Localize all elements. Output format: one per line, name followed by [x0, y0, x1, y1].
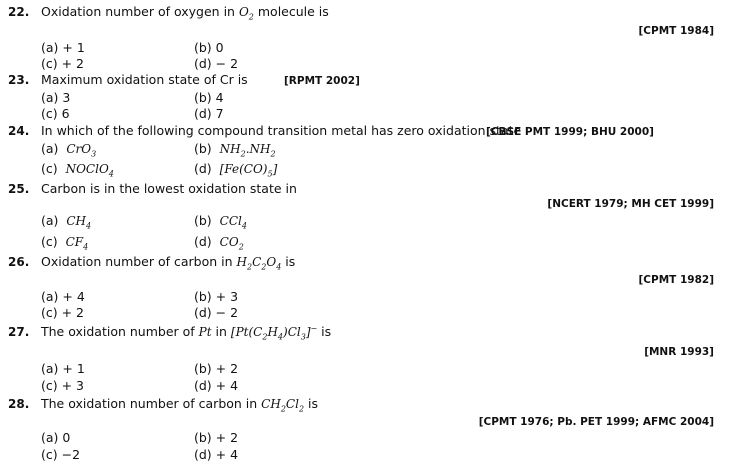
- option-a[interactable]: (a) CrO$_3$: [41, 141, 97, 159]
- option-a[interactable]: (a) 3: [41, 90, 71, 105]
- exam-reference: [CPMT 1976; Pb. PET 1999; AFMC 2004]: [478, 416, 714, 428]
- option-a[interactable]: (a) + 1: [41, 40, 85, 55]
- question-number: 27.: [8, 325, 30, 339]
- option-d[interactable]: (d) $CO_2$: [194, 234, 244, 252]
- question-text: The oxidation number of carbon in $CH_2Cl_2$ is: [41, 396, 319, 414]
- question-text: Oxidation number of carbon in $H_2C_2O_4$ is: [41, 254, 296, 272]
- option-c[interactable]: (c) + 3: [41, 378, 84, 393]
- option-a[interactable]: (a) 0: [41, 430, 71, 445]
- option-b[interactable]: (b) 4: [194, 90, 224, 105]
- option-a[interactable]: (a) + 1: [41, 361, 85, 376]
- option-b[interactable]: (b) 0: [194, 40, 224, 55]
- exam-reference: [CBSE PMT 1999; BHU 2000]: [486, 126, 654, 138]
- option-b[interactable]: (b) + 2: [194, 430, 239, 445]
- exam-reference: [CPMT 1982]: [638, 274, 714, 286]
- question-number: 26.: [8, 255, 30, 269]
- option-c[interactable]: (c) −2: [41, 447, 81, 462]
- question-text: Maximum oxidation state of Cr is: [41, 72, 248, 87]
- option-b[interactable]: (b) + 2: [194, 361, 239, 376]
- option-c[interactable]: (c) $CF_4$: [41, 234, 89, 252]
- exam-reference: [RPMT 2002]: [284, 75, 360, 87]
- exam-reference: [NCERT 1979; MH CET 1999]: [547, 198, 714, 210]
- exam-reference: [CPMT 1984]: [638, 25, 714, 37]
- question-text: In which of the following compound transition metal has zero oxidation state: [41, 123, 522, 138]
- option-d[interactable]: (d) − 2: [194, 305, 239, 320]
- exam-reference: [MNR 1993]: [644, 346, 714, 358]
- question-number: 25.: [8, 182, 30, 196]
- option-b[interactable]: (b) CCl$_4$: [194, 213, 247, 231]
- option-d[interactable]: (d) − 2: [194, 56, 239, 71]
- option-a[interactable]: (a) $CH_4$: [41, 213, 92, 231]
- question-number: 28.: [8, 397, 30, 411]
- option-c[interactable]: (c) + 2: [41, 305, 84, 320]
- option-a[interactable]: (a) + 4: [41, 289, 85, 304]
- question-text: The oxidation number of Pt in $[Pt(C_2H_4)Cl_3]^-$ is: [41, 324, 332, 342]
- option-c[interactable]: (c) NOClO$_4$: [41, 161, 114, 179]
- option-c[interactable]: (c) + 2: [41, 56, 84, 71]
- option-d[interactable]: (d) + 4: [194, 447, 239, 462]
- option-b[interactable]: (b) $NH_2.NH_2$: [194, 141, 276, 159]
- option-b[interactable]: (b) + 3: [194, 289, 239, 304]
- option-d[interactable]: (d) $[Fe(CO)_5]$: [194, 161, 278, 179]
- question-number: 23.: [8, 73, 30, 87]
- question-number: 22.: [8, 5, 30, 19]
- option-d[interactable]: (d) 7: [194, 106, 224, 121]
- question-text: Carbon is in the lowest oxidation state in: [41, 181, 297, 196]
- option-c[interactable]: (c) 6: [41, 106, 70, 121]
- question-number: 24.: [8, 124, 30, 138]
- question-text: Oxidation number of oxygen in $O_2$ molecule is: [41, 4, 329, 22]
- option-d[interactable]: (d) + 4: [194, 378, 239, 393]
